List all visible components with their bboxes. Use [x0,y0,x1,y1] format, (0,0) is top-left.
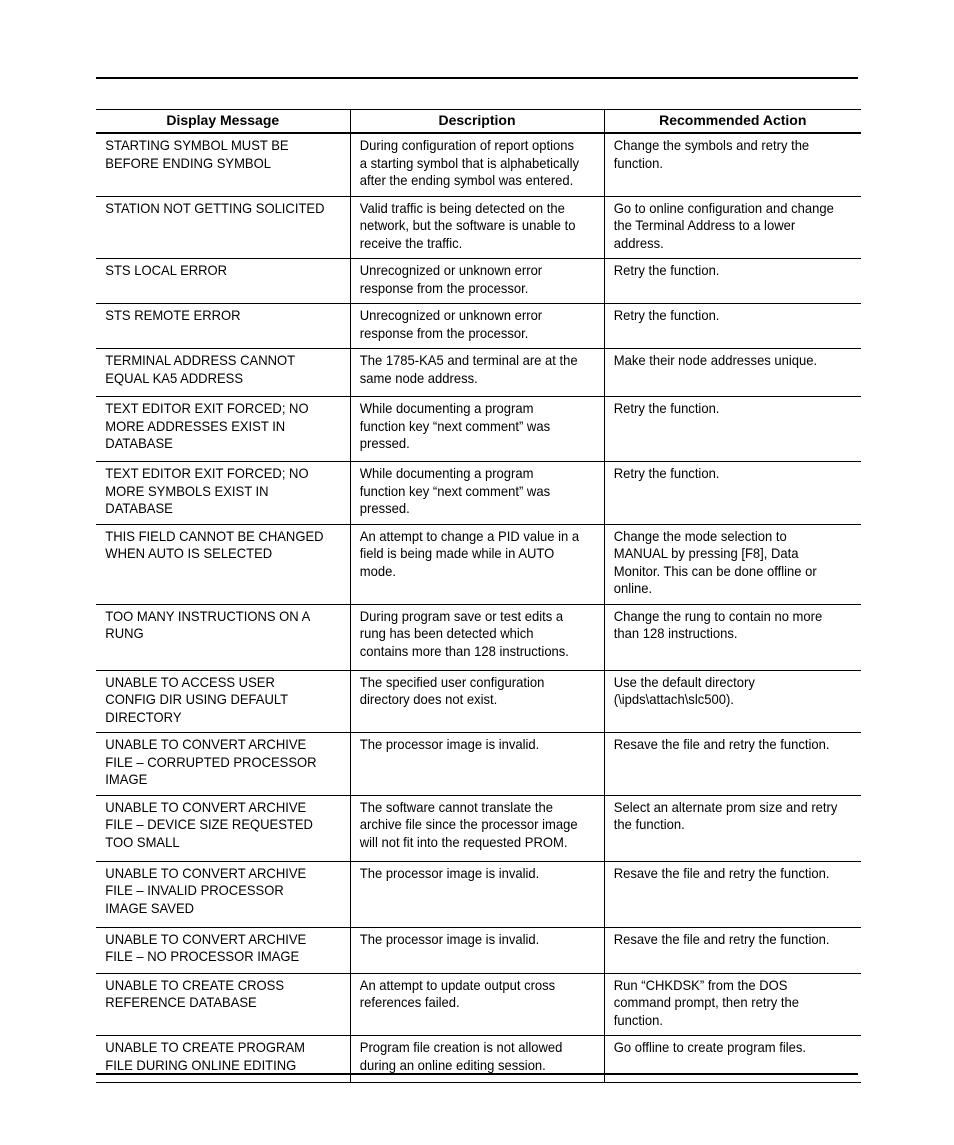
recommended-action-cell: Select an alternate prom size and retry the function. [604,795,843,861]
table-row [96,397,861,462]
table-row [96,1036,861,1083]
recommended-action-cell: Run “CHKDSK” from the DOS command prompt, then retry the function. [604,973,843,1036]
display-message-cell: UNABLE TO CONVERT ARCHIVE FILE – DEVICE SIZE REQUESTED TOO SMALL [96,795,332,861]
table-row [96,133,861,196]
description-cell: While documenting a program function key “next comment” was pressed. [350,397,586,462]
recommended-action-cell: Change the rung to contain no more than 128 instructions. [604,604,843,670]
display-message-cell: STS LOCAL ERROR [96,259,332,304]
recommended-action-cell: Retry the function. [604,462,843,525]
description-cell: The processor image is invalid. [350,733,586,796]
error-message-table [96,109,861,1083]
display-message-cell: UNABLE TO CREATE CROSS REFERENCE DATABASE [96,973,332,1036]
recommended-action-cell: Change the mode selection to MANUAL by pressing [F8], Data Monitor. This can be done offline or online. [604,524,843,604]
table-row [96,973,861,1036]
recommended-action-cell: Retry the function. [604,304,843,349]
description-cell: An attempt to change a PID value in a field is being made while in AUTO mode. [350,524,586,604]
display-message-cell: THIS FIELD CANNOT BE CHANGED WHEN AUTO IS SELECTED [96,524,332,604]
table-row [96,462,861,525]
description-cell: While documenting a program function key “next comment” was pressed. [350,462,586,525]
recommended-action-cell: Retry the function. [604,259,843,304]
description-cell: The processor image is invalid. [350,861,586,927]
description-cell: Unrecognized or unknown error response from the processor. [350,259,586,304]
recommended-action-cell: Resave the file and retry the function. [604,733,843,796]
table-row [96,349,861,397]
recommended-action-cell: Use the default directory (\ipds\attach\slc500). [604,670,843,733]
table-row [96,670,861,733]
description-cell: The software cannot translate the archive file since the processor image will not fit into the requested PROM. [350,795,586,861]
header-display-message: Display Message [96,110,350,134]
recommended-action-cell: Make their node addresses unique. [604,349,843,397]
display-message-cell: TERMINAL ADDRESS CANNOT EQUAL KA5 ADDRESS [96,349,332,397]
display-message-cell: STATION NOT GETTING SOLICITED [96,196,332,259]
description-cell: During configuration of report options a starting symbol that is alphabetically after the ending symbol was entered. [350,133,586,196]
table-row [96,733,861,796]
recommended-action-cell: Go to online configuration and change the Terminal Address to a lower address. [604,196,843,259]
recommended-action-cell: Go offline to create program files. [604,1036,843,1083]
header-recommended-action: Recommended Action [604,110,861,134]
description-cell: An attempt to update output cross references failed. [350,973,586,1036]
table-row [96,795,861,861]
description-cell: The processor image is invalid. [350,927,586,973]
display-message-cell: STS REMOTE ERROR [96,304,332,349]
table-row [96,304,861,349]
description-cell: The specified user configuration directory does not exist. [350,670,586,733]
description-cell: During program save or test edits a rung has been detected which contains more than 128 instructions. [350,604,586,670]
display-message-cell: UNABLE TO ACCESS USER CONFIG DIR USING DEFAULT DIRECTORY [96,670,332,733]
recommended-action-cell: Retry the function. [604,397,843,462]
display-message-cell: TEXT EDITOR EXIT FORCED; NO MORE SYMBOLS EXIST IN DATABASE [96,462,332,525]
display-message-cell: STARTING SYMBOL MUST BE BEFORE ENDING SYMBOL [96,133,332,196]
display-message-cell: UNABLE TO CONVERT ARCHIVE FILE – INVALID PROCESSOR IMAGE SAVED [96,861,332,927]
header-description: Description [350,110,604,134]
display-message-cell: UNABLE TO CONVERT ARCHIVE FILE – NO PROCESSOR IMAGE [96,927,332,973]
display-message-cell: TOO MANY INSTRUCTIONS ON A RUNG [96,604,332,670]
description-cell: Valid traffic is being detected on the network, but the software is unable to receive the traffic. [350,196,586,259]
display-message-cell: UNABLE TO CONVERT ARCHIVE FILE – CORRUPTED PROCESSOR IMAGE [96,733,332,796]
recommended-action-cell: Resave the file and retry the function. [604,927,843,973]
table-row [96,259,861,304]
table-row [96,604,861,670]
description-cell: Program file creation is not allowed during an online editing session. [350,1036,586,1083]
table-row [96,196,861,259]
display-message-cell: UNABLE TO CREATE PROGRAM FILE DURING ONLINE EDITING [96,1036,332,1083]
description-cell: The 1785-KA5 and terminal are at the same node address. [350,349,586,397]
description-cell: Unrecognized or unknown error response from the processor. [350,304,586,349]
table-row [96,861,861,927]
table-header-row [96,110,861,134]
bottom-rule [96,1073,858,1075]
table-row [96,927,861,973]
recommended-action-cell: Change the symbols and retry the function. [604,133,843,196]
top-rule [96,77,858,79]
table-row [96,524,861,604]
recommended-action-cell: Resave the file and retry the function. [604,861,843,927]
display-message-cell: TEXT EDITOR EXIT FORCED; NO MORE ADDRESSES EXIST IN DATABASE [96,397,332,462]
